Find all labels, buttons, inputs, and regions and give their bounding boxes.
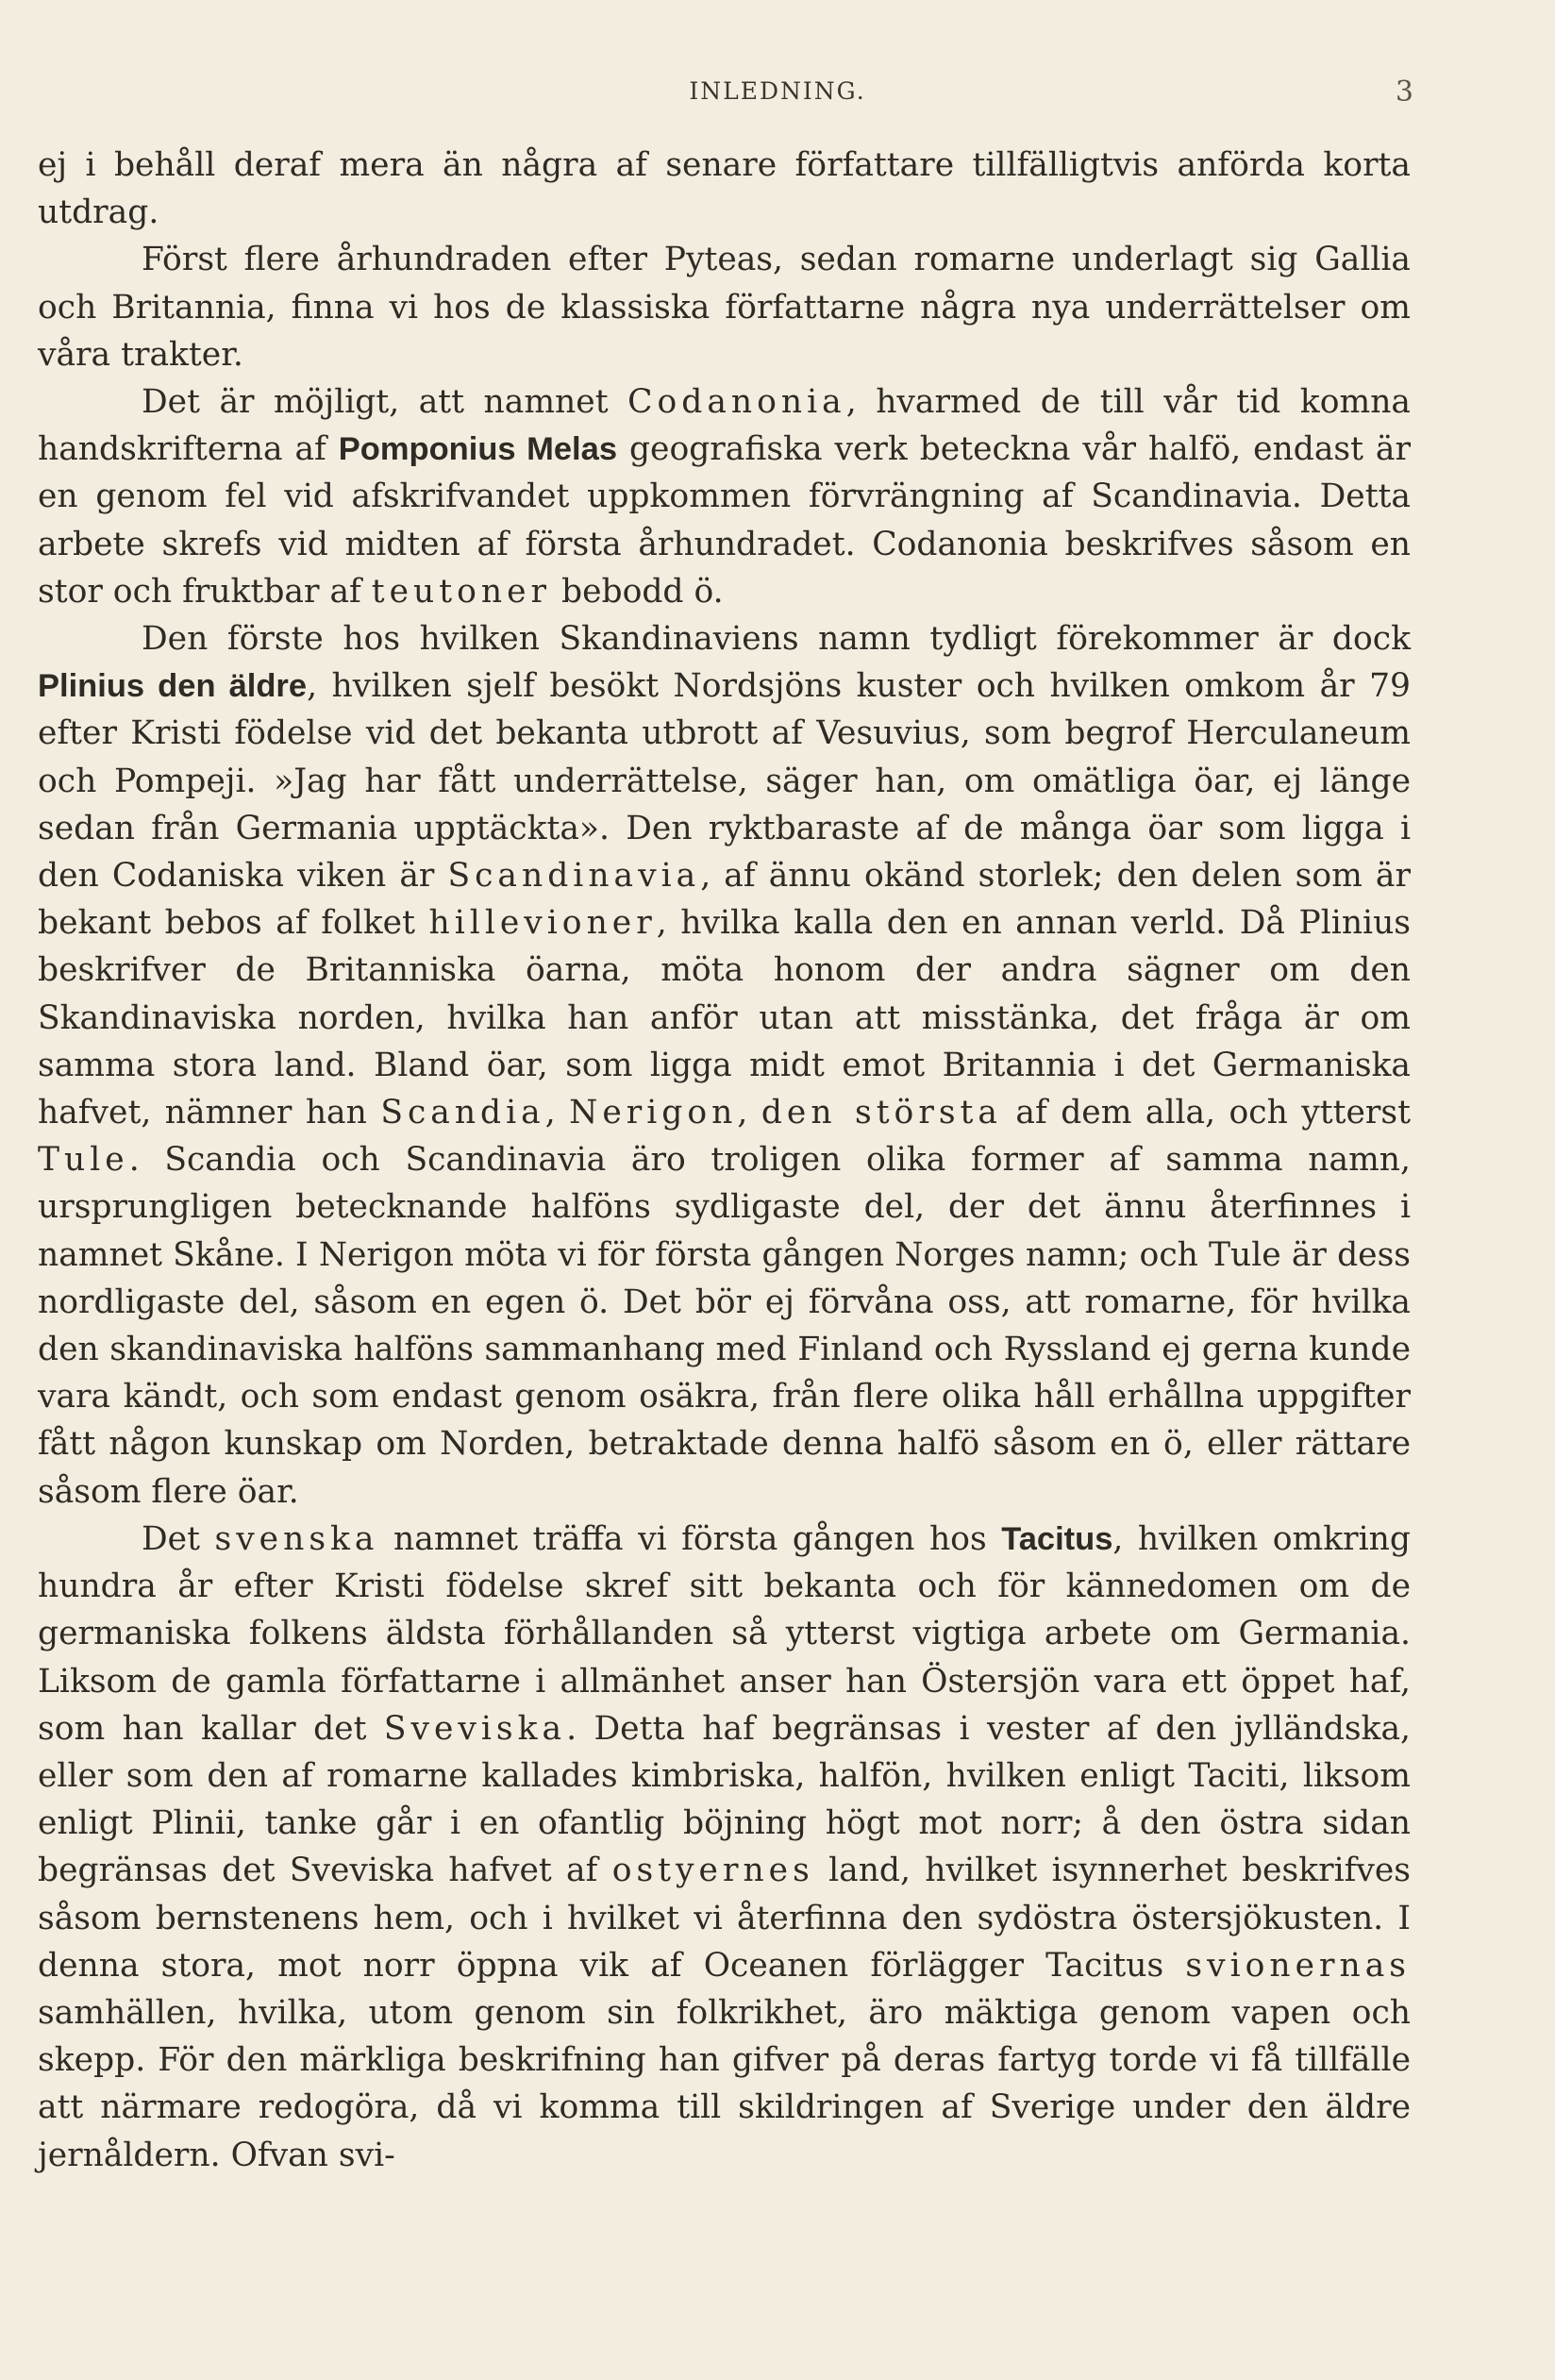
spaced-term: Codanonia <box>627 383 846 422</box>
author-name: Pomponius Melas <box>338 431 618 468</box>
spaced-term: ostyernes <box>611 1852 814 1890</box>
paragraph <box>38 142 1411 236</box>
spaced-term: hillevioner <box>428 904 657 943</box>
text-run: geografiska verk beteckna vår halfö, endast är en genom fel vid afskrifvandet uppkommen förvrängning af Scandinavia. Detta arbete skrefs vid midten af första århundradet. Codanonia beskrifves såsom en stor och fruktbar af <box>38 430 1411 611</box>
text-run: Det <box>142 1519 215 1558</box>
author-name: Plinius den äldre <box>38 668 308 705</box>
author-name: Tacitus <box>1001 1520 1113 1557</box>
spaced-term: Scandinavia <box>447 857 701 896</box>
text-run: , hvilken sjelf besökt Nordsjöns kuster och hvilken omkom år 79 efter Kristi födelse vid det bekanta utbrott af Vesuvius, som begrof Herculaneum och Pompeji. »Jag har fått underrättelse, säger han, om omätliga öar, ej länge sedan från Germania upptäckta». Den ryktbaraste af de många öar som ligga i den Codaniska viken är <box>38 667 1411 896</box>
spaced-term: Tule <box>38 1141 129 1180</box>
spaced-term: Sveviska <box>383 1709 567 1748</box>
spaced-term: teutoner <box>371 572 552 611</box>
text-run: Den förste hos hvilken Skandinaviens namn tydligt förekommer är dock <box>142 620 1411 659</box>
text-run: namnet träffa vi första gången hos <box>378 1519 1002 1558</box>
text-run: , hvarmed de till vår tid komna handskrifterna af <box>38 383 1411 469</box>
spaced-term: Nerigon <box>569 1094 738 1132</box>
text-run: . Detta haf begränsas i vester af den jylländska, eller som den af romarne kallades kimbriska, halfön, hvilken enligt Taciti, liksom enligt Plinii, tanke går i en ofantlig böjning högt mot norr; å den östra sidan begränsas det Sveviska hafvet af <box>38 1709 1411 1890</box>
page-header <box>0 77 1555 115</box>
page-number: 3 <box>1395 75 1413 109</box>
text-run: ej i behåll deraf mera än några af senare författare tillfälligtvis anförda korta utdrag. <box>38 146 1411 232</box>
text-run: , <box>737 1094 761 1132</box>
text-run: Det är möjligt, att namnet <box>142 383 628 422</box>
text-run: land, hvilket isynnerhet beskrifves såsom bernstenens hem, och i hvilket vi återfinna den sydöstra östersjökusten. I denna stora, mot norr öppna vik af Oceanen förlägger Tacitus <box>38 1852 1411 1985</box>
paragraph <box>38 378 1411 615</box>
text-run: af dem alla, och ytterst <box>1001 1094 1411 1132</box>
running-title: INLEDNING. <box>689 77 866 105</box>
text-run: samhällen, hvilka, utom genom sin folkrikhet, äro mäktiga genom vapen och skepp. För den märkliga beskrifning han gifver på deras fartyg torde vi få tillfälle att närmare redogöra, då vi komma till skildringen af Sverige under den äldre jernåldern. Ofvan svi- <box>38 1993 1411 2174</box>
spaced-term: svionernas <box>1185 1946 1411 1985</box>
paragraph <box>38 236 1411 378</box>
text-run: Först flere århundraden efter Pyteas, sedan romarne underlagt sig Gallia och Britannia, finna vi hos de klassiska författarne några nya underrättelser om våra trakter. <box>38 241 1411 374</box>
text-run: , af ännu okänd storlek; den delen som är bekant bebos af folket <box>38 857 1411 943</box>
paragraph <box>38 615 1411 1516</box>
text-run: , hvilka kalla den en annan verld. Då Plinius beskrifver de Britanniska öarna, möta honom der andra sägner om den Skandinaviska norden, hvilka han anför utan att misstänka, det fråga är om samma stora land. Bland öar, som ligga midt emot Britannia i det Germaniska hafvet, nämner han <box>38 904 1412 1132</box>
spaced-term: den största <box>761 1094 1002 1132</box>
text-run: , <box>544 1094 570 1132</box>
spaced-term: svenska <box>214 1519 379 1558</box>
text-run: bebodd ö. <box>551 572 724 611</box>
body-text <box>38 142 1411 2179</box>
paragraph <box>38 1516 1411 2179</box>
spaced-term: Scandia <box>380 1094 545 1132</box>
text-run: , hvilken omkring hundra år efter Kristi födelse skref sitt bekanta och för kännedomen om de germaniska folkens äldsta förhållanden så ytterst vigtiga arbete om Germania. Liksom de gamla författarne i allmänhet anser han Östersjön vara ett öppet haf, som han kallar det <box>38 1519 1411 1748</box>
text-run: . Scandia och Scandinavia äro troligen olika former af samma namn, ursprungligen betecknande halföns sydligaste del, der det ännu återfinnes i namnet Skåne. I Nerigon möta vi för första gången Norges namn; och Tule är dess nordligaste del, såsom en egen ö. Det bör ej förvåna oss, att romarne, för hvilka den skandinaviska halföns sammanhang med Finland och Ryssland ej gerna kunde vara kändt, och som endast genom osäkra, från flere olika håll erhållna uppgifter fått någon kunskap om Norden, betraktade denna halfö såsom en ö, eller rättare såsom flere öar. <box>38 1141 1411 1511</box>
